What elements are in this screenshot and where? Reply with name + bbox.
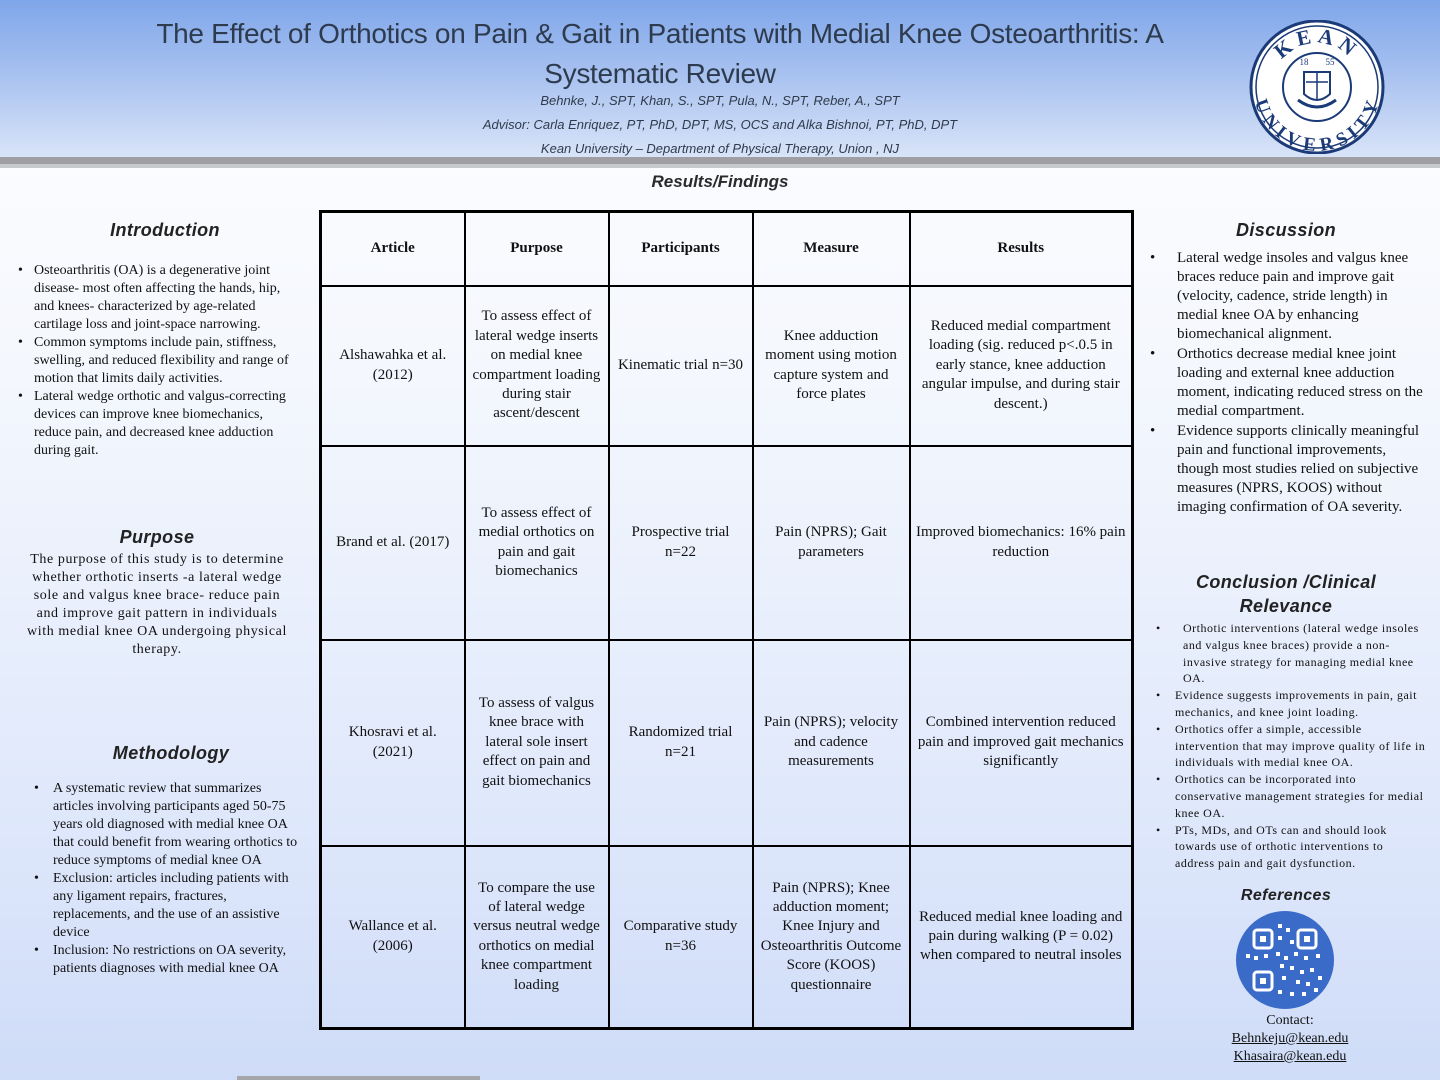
- bottom-divider: [237, 1076, 480, 1080]
- table-row: [321, 446, 1133, 640]
- kean-university-seal-logo: [1248, 20, 1386, 154]
- conclusion-heading-line: Relevance: [1239, 596, 1333, 616]
- discussion-item: • Orthotics decrease medial knee joint loading and external knee adduction moment, indicating reduced stress on the medial compartment.: [1148, 345, 1428, 421]
- methodology-list: [30, 780, 300, 978]
- cell-results: Improved biomechanics: 16% pain reduction: [910, 446, 1133, 640]
- discussion-item: • Lateral wedge insoles and valgus knee braces reduce pain and improve gait (velocity, cadence, stride length) in medial knee OA by enhancing biomechanical alignment.: [1148, 249, 1428, 344]
- cell-measure: Pain (NPRS); Knee adduction moment; Knee Injury and Osteoarthritis Outcome Score (KOOS) questionnaire: [753, 846, 910, 1029]
- cell-purpose: To assess of valgus knee brace with lateral sole insert effect on pain and gait biomechanics: [465, 640, 609, 846]
- results-table: [319, 210, 1134, 1030]
- discussion-heading: Discussion: [1235, 220, 1337, 240]
- cell-participants: Randomized trial n=21: [609, 640, 753, 846]
- conclusion-item: • Orthotics offer a simple, accessible intervention that may improve quality of life in individuals with medial knee OA.: [1154, 721, 1426, 771]
- purpose-text: The purpose of this study is to determine whether orthotic inserts -a lateral wedge sole and valgus knee brace- reduce pain and improve gait pattern in individuals with medial knee OA undergoing physical therapy.: [27, 552, 287, 657]
- cell-measure: Pain (NPRS); Gait parameters: [753, 446, 910, 640]
- results-heading: Results/Findings: [651, 172, 789, 191]
- introduction-item: • Osteoarthritis (OA) is a degenerative joint disease- most often affecting the hands, hip, and knees- characterized by age-related cartilage loss and joint-space narrowing.: [18, 262, 303, 334]
- discussion-item: • Evidence supports clinically meaningful pain and functional improvements, though most studies relied on subjective measures (NPRS, KOOS) without imaging confirmation of OA severity.: [1148, 422, 1428, 517]
- cell-measure: Pain (NPRS); velocity and cadence measurements: [753, 640, 910, 846]
- logo-year-right: 55: [1325, 57, 1335, 67]
- contact-block: [1210, 1012, 1370, 1066]
- cell-article: Brand et al. (2017): [321, 446, 465, 640]
- introduction-item: • Common symptoms include pain, stiffness, swelling, and reduced flexibility and range of motion that limits daily activities.: [18, 334, 303, 388]
- conclusion-item: • Orthotics can be incorporated into conservative management strategies for medial knee OA.: [1154, 771, 1426, 821]
- cell-participants: Kinematic trial n=30: [609, 286, 753, 446]
- methodology-item: • Inclusion: No restrictions on OA severity, patients diagnoses with medial knee OA: [30, 942, 300, 978]
- cell-purpose: To assess effect of lateral wedge inserts on medial knee compartment loading during stair ascent/descent: [465, 286, 609, 446]
- authors-line: Behnke, J., SPT, Khan, S., SPT, Pula, N., SPT, Reber, A., SPT: [540, 93, 900, 108]
- table-header-row: [321, 212, 1133, 286]
- conclusion-item: • PTs, MDs, and OTs can and should look towards use of orthotic interventions to address pain and gait dysfunction.: [1154, 822, 1426, 872]
- logo-top-text: KEAN: [1269, 23, 1365, 64]
- introduction-item: • Lateral wedge orthotic and valgus-correcting devices can improve knee biomechanics, reduce pain, and decreased knee adduction during gait.: [18, 388, 303, 460]
- table-row: [321, 286, 1133, 446]
- column-header-purpose: Purpose: [465, 212, 609, 286]
- cell-article: Alshawahka et al. (2012): [321, 286, 465, 446]
- email-link[interactable]: Khasaira@kean.edu: [1233, 1049, 1347, 1064]
- header-divider: [0, 157, 1440, 164]
- logo-year-left: 18: [1299, 57, 1309, 67]
- methodology-item: • A systematic review that summarizes articles involving participants aged 50-75 years old diagnosed with medial knee OA that could benefit from wearing orthotics to reduce symptoms of medial knee OA: [30, 780, 300, 870]
- affiliation-line: Kean University – Department of Physical Therapy, Union , NJ: [540, 141, 900, 156]
- table-row: [321, 640, 1133, 846]
- methodology-heading: Methodology: [112, 743, 230, 763]
- cell-measure: Knee adduction moment using motion capture system and force plates: [753, 286, 910, 446]
- conclusion-item: • Orthotic interventions (lateral wedge insoles and valgus knee braces) provide a non-invasive strategy for managing medial knee OA.: [1154, 620, 1426, 687]
- cell-participants: Prospective trial n=22: [609, 446, 753, 640]
- contact-label: Contact:: [1266, 1013, 1314, 1028]
- column-header-measure: Measure: [753, 212, 910, 286]
- advisor-line: Advisor: Carla Enriquez, PT, PhD, DPT, MS, OCS and Alka Bishnoi, PT, PhD, DPT: [482, 117, 958, 132]
- logo-bottom-text: UNIVERSITY: [1249, 96, 1385, 154]
- cell-article: Khosravi et al. (2021): [321, 640, 465, 846]
- column-header-participants: Participants: [609, 212, 753, 286]
- conclusion-item: • Evidence suggests improvements in pain, gait mechanics, and knee joint loading.: [1154, 687, 1426, 721]
- email-link[interactable]: Behnkeju@kean.edu: [1231, 1031, 1349, 1046]
- column-header-results: Results: [910, 212, 1133, 286]
- cell-results: Reduced medial knee loading and pain during walking (P = 0.02) when compared to neutral insoles: [910, 846, 1133, 1029]
- discussion-list: [1148, 249, 1428, 518]
- conclusion-heading: [1160, 570, 1412, 618]
- cell-purpose: To assess effect of medial orthotics on pain and gait biomechanics: [465, 446, 609, 640]
- methodology-item: • Exclusion: articles including patients with any ligament repairs, fractures, replacements, and the use of an assistive device: [30, 870, 300, 942]
- conclusion-list: [1154, 620, 1426, 872]
- qr-code-icon[interactable]: [1234, 910, 1336, 1010]
- poster-title: The Effect of Orthotics on Pain & Gait in Patients with Medial Knee Osteoarthritis: A Systematic Review: [156, 18, 1164, 89]
- column-header-article: Article: [321, 212, 465, 286]
- table-row: [321, 846, 1133, 1029]
- conclusion-heading-line: Conclusion /Clinical: [1195, 572, 1377, 592]
- cell-results: Combined intervention reduced pain and improved gait mechanics significantly: [910, 640, 1133, 846]
- cell-purpose: To compare the use of lateral wedge versus neutral wedge orthotics on medial knee compartment loading: [465, 846, 609, 1029]
- introduction-list: [18, 262, 303, 460]
- cell-participants: Comparative study n=36: [609, 846, 753, 1029]
- purpose-heading: Purpose: [119, 527, 195, 547]
- header-divider-light: [0, 164, 1440, 168]
- cell-results: Reduced medial compartment loading (sig. reduced p<.0.5 in early stance, knee adduction angular impulse, and during stair descent.): [910, 286, 1133, 446]
- introduction-heading: Introduction: [110, 220, 220, 240]
- references-heading: References: [1240, 887, 1332, 904]
- cell-article: Wallance et al. (2006): [321, 846, 465, 1029]
